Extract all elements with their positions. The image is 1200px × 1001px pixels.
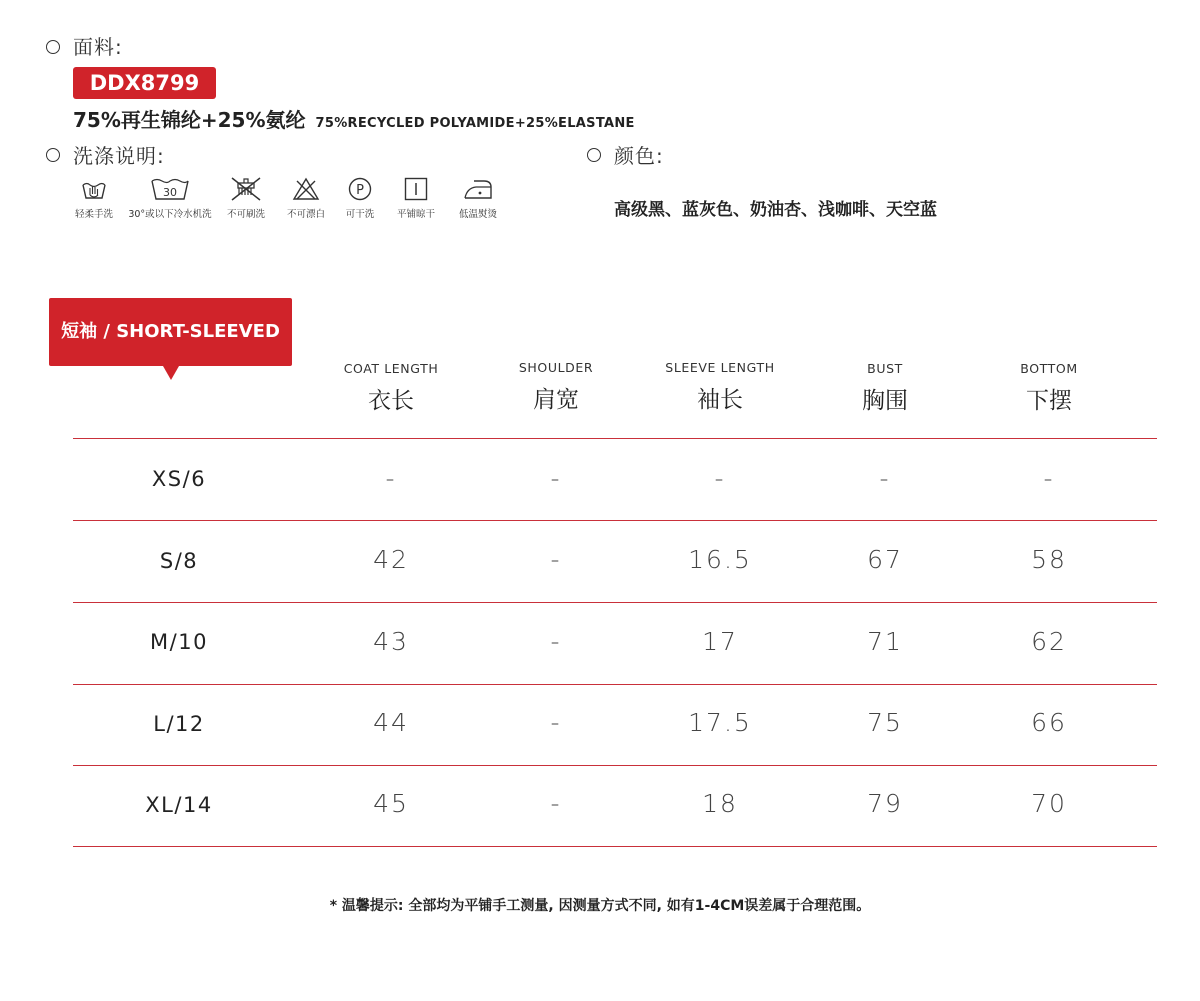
care-item-dry-clean [335,176,385,220]
care-item-no-brush [215,176,277,220]
col-header-en: COAT LENGTH [343,361,439,376]
fabric-composition-en: 75%RECYCLED POLYAMIDE+25%ELASTANE [315,116,635,131]
no-bleach-icon [291,176,321,202]
table-rule [73,520,1157,521]
cell-bust: 67 [867,545,903,574]
col-header-en: SHOULDER [518,360,594,375]
color-label: 颜色: [614,144,664,168]
col-header-en: SLEEVE LENGTH [665,360,775,375]
size-label: M/10 [150,630,208,654]
col-header-en: BOTTOM [1020,361,1078,376]
cell-coat-length: - [385,464,397,493]
care-item-label: 低温熨烫 [458,209,497,220]
care-item-label: 可干洗 [345,209,375,220]
flat-dry-icon [403,176,429,202]
care-label: 洗涤说明: [73,144,165,168]
cell-bust: 75 [867,708,903,737]
care-item-low-iron [447,176,509,220]
fabric-composition-cn: 75%再生锦纶+25%氨纶 [73,108,306,132]
cell-shoulder: - [550,627,562,656]
tag-pointer [163,366,179,380]
cell-sleeve-length: - [714,464,726,493]
cell-shoulder: - [550,789,562,818]
table-rule [73,846,1157,847]
cell-sleeve-length: 17.5 [688,708,752,737]
care-item-label: 30°或以下冷水机洗 [128,209,212,220]
table-rule [73,684,1157,685]
dry-clean-letter: P [356,183,364,198]
dry-clean-icon [347,176,373,202]
table-rule [73,438,1157,439]
cell-sleeve-length: 16.5 [688,545,752,574]
cell-bust: 79 [867,789,903,818]
machine-wash-30-icon [149,176,191,202]
cell-coat-length: 45 [373,789,409,818]
cell-sleeve-length: 17 [702,627,738,656]
cell-bottom: 70 [1031,789,1067,818]
size-label: XL/14 [145,793,213,817]
col-header-shoulder [486,360,626,414]
fabric-bullet [46,40,60,54]
care-item-label: 平铺晾干 [396,209,435,220]
color-values: 高级黑、蓝灰色、奶油杏、浅咖啡、天空蓝 [614,200,937,220]
care-item-no-bleach [277,176,335,220]
cell-coat-length: 43 [373,627,409,656]
size-label: XS/6 [151,467,207,491]
cell-coat-length: 42 [373,545,409,574]
col-header-bust [815,361,955,415]
cell-bottom: 58 [1031,545,1067,574]
col-header-cn: 下摆 [1026,388,1072,414]
cell-shoulder: - [550,464,562,493]
col-header-cn: 肩宽 [533,387,579,413]
cell-shoulder: - [550,708,562,737]
col-header-en: BUST [867,361,903,376]
cell-bust: 71 [867,627,903,656]
cell-coat-length: 44 [373,708,409,737]
care-item-hand-wash [63,176,125,220]
table-rule [73,765,1157,766]
care-item-flat-dry [385,176,447,220]
cell-bottom: - [1043,464,1055,493]
cell-shoulder: - [550,545,562,574]
wash-temp-text: 30 [163,186,177,199]
hand-wash-icon [80,176,108,202]
size-label: L/12 [153,712,205,736]
fabric-label: 面料: [73,35,123,59]
size-label: S/8 [159,549,199,573]
care-bullet [46,148,60,162]
fabric-composition [73,104,635,133]
color-bullet [587,148,601,162]
care-item-label: 不可刷洗 [226,209,265,220]
table-rule [73,602,1157,603]
col-header-cn: 胸围 [862,388,908,414]
measurement-note: * 温馨提示: 全部均为平铺手工测量, 因测量方式不同, 如有1-4CM误差属于合理范围。 [329,898,871,914]
no-brush-icon [228,176,264,202]
care-item-machine-wash [125,176,215,220]
care-item-label: 轻柔手洗 [74,209,113,220]
low-iron-icon [462,176,494,202]
col-header-sleeve-length [650,360,790,414]
sleeve-type-tag: 短袖 / SHORT-SLEEVED [49,298,292,366]
col-header-coat-length [321,361,461,415]
cell-bust: - [879,464,891,493]
cell-sleeve-length: 18 [702,789,738,818]
col-header-cn: 衣长 [368,388,414,414]
care-item-label: 不可漂白 [286,209,325,220]
col-header-cn: 袖长 [697,387,743,413]
care-icons [63,176,509,220]
cell-bottom: 66 [1031,708,1067,737]
cell-bottom: 62 [1031,627,1067,656]
fabric-code-badge: DDX8799 [73,67,216,99]
col-header-bottom [979,361,1119,415]
